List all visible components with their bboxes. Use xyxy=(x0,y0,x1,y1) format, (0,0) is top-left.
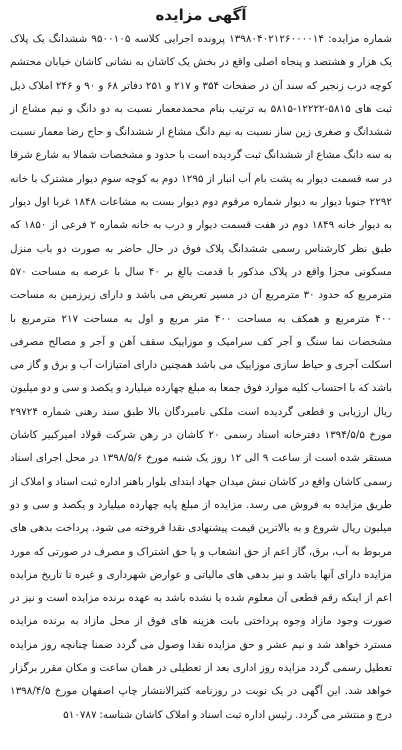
notice-body: شماره مزایده: ۱۳۹۸۰۴۰۲۱۲۶۰۰۰۰۱۴ پرونده اجرایی کلاسه ۹۵۰۰۱۰۵ ششدانگ یک پلاک یک هزار و هشتصد و پنجاه اصلی واقع در بخش یک کاشان به نشانی کاشان خیابان محتشم کوچه درب زنجیر که سند آن در صفحات ۳۵۴ و ۲۱۷ و ۲۵۱ دفاتر ۶۸ و ۹۰ و ۲۴۶ املاک ذیل ثبت های ۵۸۱۵-۱۲۲۲۲-۵۸۱۵ به ترتیب بنام محمدمعمار نسبت به دو دانگ و نیم مشاع از ششدانگ و صغری زین ساز نسبت به نیم دانگ مشاع از ششدانگ و حاج رضا معمار نسبت به سه دانگ مشاع از ششدانگ ثبت گردیده است با حدود و مشخصات شمالا به شارع شرقا در سه قسمت دیوار به پشت بام آب انبار از ۱۲۹۵ دوم به کوچه سوم دیوار مشترک با خانه ۲۲۹۲ جنوبا دیوار به دیوار شماره مرقوم دوم دیوار بست به مشاعات ۱۸۴۸ غربا اول دیوار به دیوار خانه ۱۸۴۹ دوم در هفت قسمت دیوار و درب به خانه شماره ۲ فرعی از ۱۸۵۰ که طبق نظر کارشناس رسمی ششدانگ پلاک فوق در حال حاضر به صورت دو باب منزل مسکونی مجزا واقع در پلاک مذکور با قدمت بالغ بر ۴۰ سال با عرصه به مساحت ۵۷۰ مترمربع که حدود ۳۰ مترمربع آن در مسیر تعریض می باشد و دارای زیرزمین به مساحت ۴۰۰ مترمربع و همکف به مساحت ۴۰۰ متر مربع و اول به مساحت ۲۱۷ مترمربع با مشخصات نما سنگ و آجر کف سرامیک و موزاییک سقف آهن و آجر و مصالح مصرفی اسکلت آجری و حیاط سازی موزاییک می باشد همچنین دارای امتیازات آب و برق و گاز می باشد که با احتساب کلیه موارد فوق جمعا به مبلغ چهارده میلیارد و یکصد و سی و دو میلیون ریال ارزیابی و قطعی گردیده است ملکی نامبردگان بالا طبق سند رهنی شماره ۲۹۷۲۴ مورخ ۱۳۹۴/۵/۵ دفترخانه اسناد رسمی ۲۰ کاشان در رهن شرکت قولاد امیرکبیر کاشان مستقر شده است از ساعت ۹ الی ۱۲ روز یک شنبه مورخ ۱۳۹۸/۵/۶ در محل اجرای اسناد رسمی کاشان واقع در کاشان نبش میدان جهاد ابتدای بلوار باهنر اداره ثبت اسناد و املاک از طریق مزایده به فروش می رسد. مزایده از مبلغ پایه چهارده میلیارد و یکصد و سی و دو میلیون ریال شروع و به بالاترین قیمت پیشنهادی نقدا فروخته می شود. پرداخت بدهی های مربوط به آب، برق، گاز اعم از حق انشعاب و یا حق اشتراک و مصرف در صورتی که مورد مزایده دارای آنها باشد و نیز بدهی های مالیاتی و عوارض شهرداری و غیره تا تاریخ مزایده اعم از اینکه رقم قطعی آن معلوم شده یا نشده باشد به عهده برنده مزایده است و نیز در صورت وجود مازاد وجوه پرداختی بابت هزینه های فوق از محل مازاد به برنده مزایده مسترد خواهد شد و نیم عشر و حق مزایده نقدا وصول می گردد ضمنا چنانچه روز مزایده تعطیل رسمی گردد مزایده روز اداری بعد از تعطیلی در همان ساعت و مکان مقرر برگزار خواهد شد. این آگهی در یک نوبت در روزنامه کثیرالانتشار چاپ اصفهان مورخ ۱۳۹۸/۴/۵ درج و منتشر می گردد. رئیس اداره ثبت اسناد و املاک کاشان شناسه: ۵۱۰۷۸۷ xyxy=(10,33,393,721)
notice-title: آگهی مزایده xyxy=(155,6,247,24)
